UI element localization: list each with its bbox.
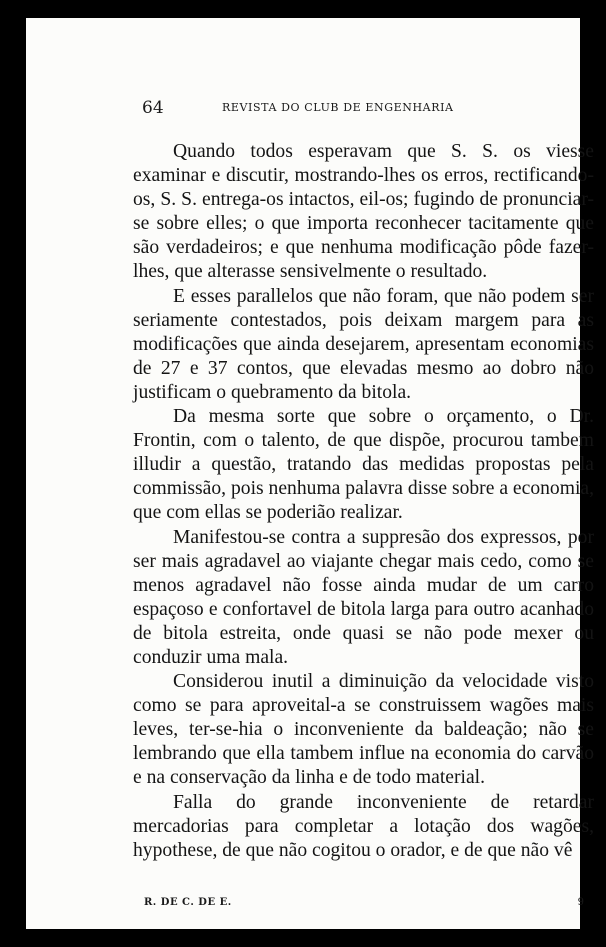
document-page [26,18,594,929]
paragraph-4: Manifestou-se contra a suppresão dos expressos, por ser mais agradavel ao viajante chegar mais cedo, como se menos agradavel não fosse ainda mudar de um carro espaçoso e confortavel de bitola larga para outro acanhado de bitola estreita, onde quasi se não pode mexer ou conduzir uma mala. [133,526,594,668]
paragraph-5: Considerou inutil a diminuição da velocidade visto como se para aproveital-a se construissem wagões mais leves, ter-se-hia o inconveniente da baldeação; não se lembrando que ella tambem influe na economia do carvão e na conservação da linha e de todo material. [133,671,594,789]
paragraph-3: Da mesma sorte que sobre o orçamento, o Dr. Frontin, com o talento, de que dispõe, procurou tambem illudir a questão, tratando das medidas propostas pela commissão, pois nenhuma palavra disse sobre a economia, que com ellas se poderião realizar. [133,406,594,524]
paragraph-6: Falla do grande inconveniente de retardar mercadorias para completar a lotação dos wagões, hypothese, de que não cogitou o orador, e de que não vê [133,791,594,861]
body-text [133,140,594,863]
paragraph-2: E esses parallelos que não foram, que não podem ser seriamente contestados, pois deixam margem para as modificações que ainda desejarem, apresentam economias de 27 e 37 contos, que elevadas mesmo ao dobro não justificam o quebramento da bitola. [133,285,594,403]
sheet-mark: 9 [577,897,584,908]
page-header [130,98,604,118]
page-number: 64 [142,98,164,118]
printer-signature: R. DE C. DE E. [144,897,232,908]
paragraph-1: Quando todos esperavam que S. S. os viesse examinar e discutir, mostrando-lhes os erros, rectificando-os, S. S. entrega-os intactos, eil-os; fugindo de pronunciar-se sobre elles; o que importa reconhecer tacitamente que são verdadeiros; e que nenhuma modificação pôde fazer-lhes, que alterasse sensivelmente o resultado. [133,141,594,283]
page-footer [144,897,584,913]
running-title: REVISTA DO CLUB DE ENGENHARIA [222,101,454,114]
